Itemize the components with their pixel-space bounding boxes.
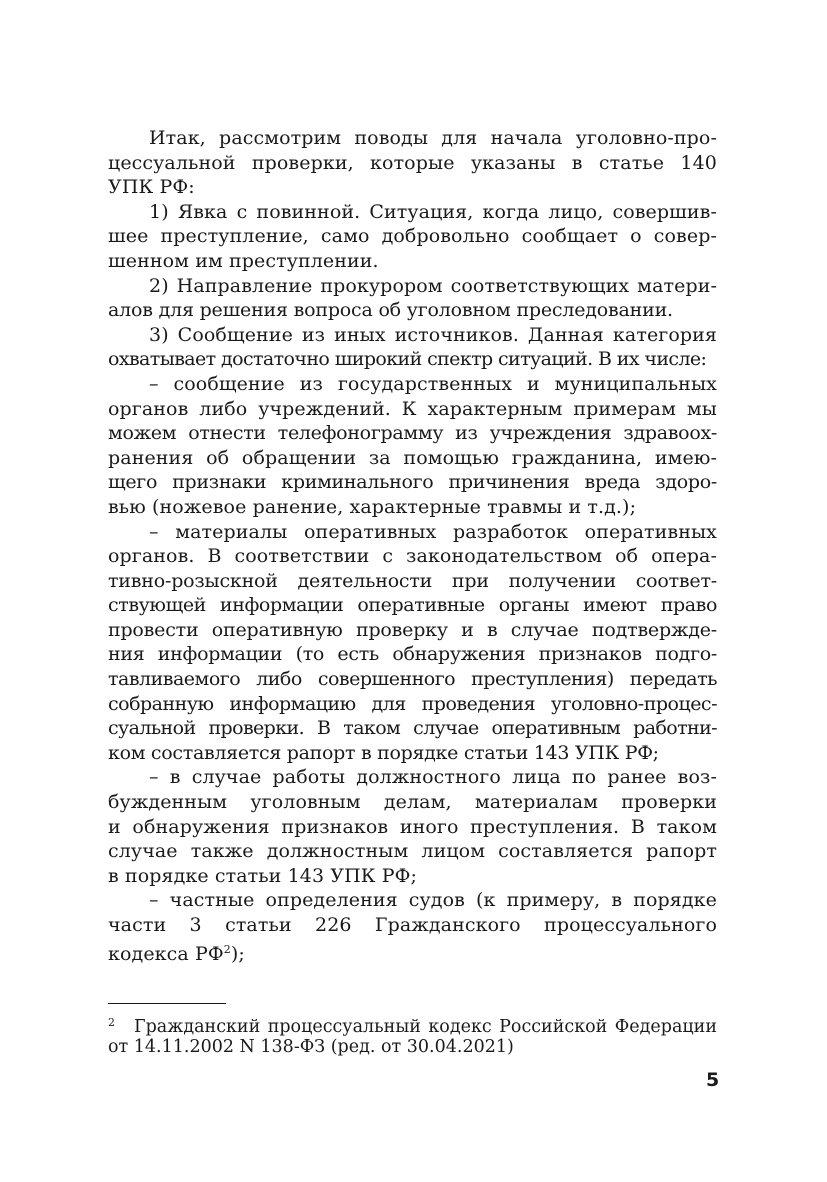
footnote-line xyxy=(108,1011,717,1035)
text-line: части 3 статьи 226 Гражданского процессуального xyxy=(108,914,717,936)
text-line: 2) Направление прокурором соответствующих матери- xyxy=(149,274,717,297)
text-line: шее преступление, само добровольно сообщает о совер- xyxy=(108,225,717,248)
text-line: бужденным уголовным делам, материалам проверки xyxy=(108,791,717,814)
footnote-reference[interactable]: 2 xyxy=(223,942,231,956)
text-line: алов для решения вопроса об уголовном преследовании. xyxy=(108,299,673,322)
text-line: ствующей информации оперативные органы имеют право xyxy=(108,594,717,617)
text-line: – в случае работы должностного лица по ранее воз- xyxy=(149,766,717,789)
text-line: – сообщение из государственных и муниципальных xyxy=(149,372,717,395)
text-line: – материалы оперативных разработок оперативных xyxy=(149,520,717,543)
main-text xyxy=(108,126,717,965)
text-fragment: кодекса РФ xyxy=(108,942,224,965)
text-line: шенном им преступлении. xyxy=(108,249,379,272)
text-line: 1) Явка с повинной. Ситуация, когда лицо, совершив- xyxy=(149,200,717,223)
text-line: и обнаружения признаков иного преступления. В таком xyxy=(108,815,717,838)
text-line: цессуальной проверки, которые указаны в статье 140 xyxy=(108,151,717,174)
text-fragment: ); xyxy=(230,942,245,965)
text-line: 3) Сообщение из иных источников. Данная категория xyxy=(149,323,717,346)
footnote-line: от 14.11.2002 N 138-ФЗ (ред. от 30.04.2021) xyxy=(108,1037,514,1057)
footnote-separator xyxy=(108,1003,226,1004)
text-line: в порядке статьи 143 УПК РФ; xyxy=(108,864,417,887)
text-line: тавливаемого либо совершенного преступления) передать xyxy=(108,668,717,691)
text-line: вью (ножевое ранение, характерные травмы и т.д.); xyxy=(108,495,637,518)
text-line: провести оперативную проверку и в случае подтвержде- xyxy=(108,618,717,641)
text-line: случае также должностным лицом составляется рапорт xyxy=(108,840,717,863)
text-line: собранную информацию для проведения уголовно-процес- xyxy=(108,692,717,715)
text-line xyxy=(108,938,717,963)
footnote xyxy=(108,1011,717,1059)
text-line: УПК РФ: xyxy=(108,176,195,199)
text-line: можем отнести телефонограмму из учреждения здравоох- xyxy=(108,422,717,445)
text-line: ния информации (то есть обнаружения признаков подго- xyxy=(108,643,717,666)
text-line: органов либо учреждений. К характерным примерам мы xyxy=(108,397,717,420)
text-line: ранения об обращении за помощью гражданина, имею- xyxy=(108,446,717,469)
text-line: органов. В соответствии с законодательством об опера- xyxy=(108,545,717,568)
text-line: суальной проверки. В таком случае оперативным работни- xyxy=(108,717,717,740)
text-line: тивно-розыскной деятельности при получении соответ- xyxy=(108,569,717,592)
text-line: – частные определения судов (к примеру, в порядке xyxy=(149,889,717,912)
text-line: охватывает достаточно широкий спектр ситуаций. В их числе: xyxy=(108,348,707,371)
page-number: 5 xyxy=(706,1069,720,1091)
text-line: Итак, рассмотрим поводы для начала уголовно-про- xyxy=(149,127,717,149)
text-line: щего признаки криминального причинения вреда здоро- xyxy=(108,471,717,494)
footnote-text: Гражданский процессуальный кодекс Российской Федерации xyxy=(134,1017,717,1037)
footnote-number: 2 xyxy=(108,1016,115,1029)
text-line: ком составляется рапорт в порядке статьи 143 УПК РФ; xyxy=(108,741,659,764)
